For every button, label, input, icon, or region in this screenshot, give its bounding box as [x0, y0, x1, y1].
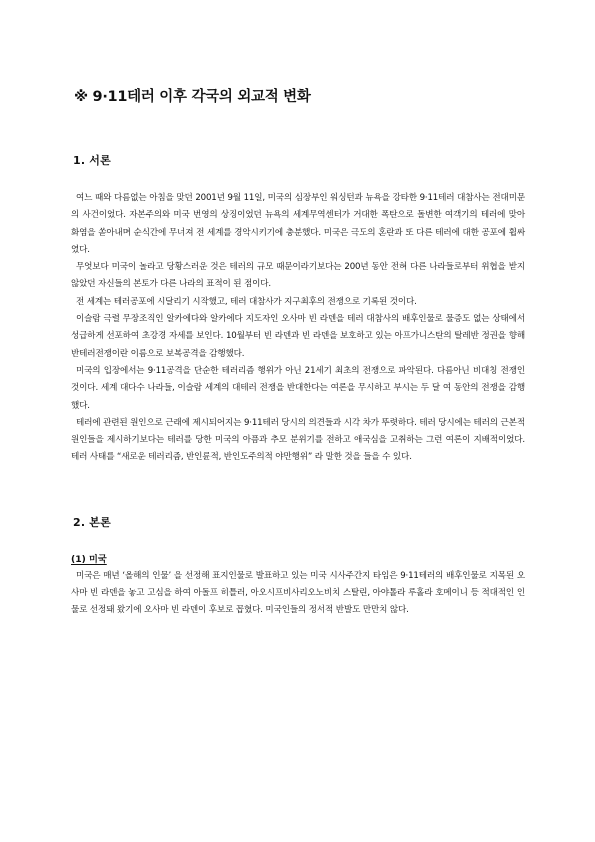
paragraph: 여느 때와 다름없는 아침을 맞던 2001년 9월 11일, 미국의 심장부인 워싱턴과 뉴욕을 강타한 9·11테러 대참사는 전대미문의 사건이었다. 자본주의와 미국 번영의 상징이었던 뉴욕의 세계무역센터가 거대한 폭탄으로 돌변한 여객기의 테러에 맞아 화염을 쏟아내며 순식간에 무너져 전 세계를 경악시키기에 충분했다. 미국은 극도의 혼란과 또 다른 테러에 대한 공포에 휩싸였다.	[71, 193, 525, 255]
subsection-heading-usa: (1) 미국	[71, 553, 107, 565]
paragraph: 미국의 입장에서는 9·11공격을 단순한 테러리즘 행위가 아닌 21세기 최초의 전쟁으로 파악된다. 다름아닌 비대칭 전쟁인 것이다. 세계 대다수 나라들, 이슬람 세계의 대테러 전쟁을 반대한다는 여론을 무시하고 부시는 두 달 여 동안의 전쟁을 감행했다.	[71, 365, 525, 411]
section-heading-body: 2. 본론	[73, 515, 111, 529]
document-title: ※ 9·11테러 이후 각국의 외교적 변화	[74, 89, 311, 105]
section-introduction-body	[71, 190, 525, 467]
paragraph: 전 세계는 테러공포에 시달리기 시작했고, 테러 대참사가 지구최후의 전쟁으로 기록된 것이다.	[76, 296, 417, 307]
paragraph: 미국은 매년 ‘올해의 인물’ 을 선정해 표지인물로 발표하고 있는 미국 시사주간지 타임은 9·11테러의 배후인물로 지목된 오사마 빈 라덴을 놓고 고심을 하여 아돌프 히틀러, 아오시프비사리오노비치 스탈린, 아야톨라 루홀라 호메이니 등 적대적인 인물로 선정돼 왔기에 오사마 빈 라덴이 후보로 꼽혔다. 미국인들의 정서적 반발도 만만치 않다.	[71, 570, 525, 616]
paragraph: 이슬람 극렬 무장조직인 알카에다와 알카에다 지도자인 오사마 빈 라덴을 테러 대참사의 배후인물로 물증도 없는 상태에서 성급하게 선포하여 초강경 자세를 보인다. 10월부터 빈 라덴과 빈 라덴을 보호하고 있는 아프가니스탄의 탈레반 정권을 향해 반테러전쟁이란 이름으로 보복공격을 감행했다.	[71, 314, 525, 359]
paragraph: 무엇보다 미국이 놀라고 당황스러운 것은 테러의 규모 때문이라기보다는 200년 동안 전혀 다른 나라들로부터 위협을 받지 않았던 자신들의 본토가 다른 나라의 표적이 된 점이다.	[71, 262, 525, 290]
section-heading-introduction: 1. 서론	[73, 154, 111, 167]
subsection-usa-body	[71, 568, 525, 620]
paragraph: 테러에 관련된 원인으로 근래에 제시되어지는 9·11테러 당시의 의견들과 시각 차가 뚜렷하다. 테러 당시에는 테러의 근본적 원인들을 제시하기보다는 테러를 당한 미국의 아픔과 추모 분위기를 전하고 애국심을 고취하는 그런 여론이 지배적이었다. 테러 사태를 “새로운 테러리즘, 반인륜적, 반인도주의적 야만행위” 라 말한 것을 들을 수 있다.	[71, 417, 525, 463]
